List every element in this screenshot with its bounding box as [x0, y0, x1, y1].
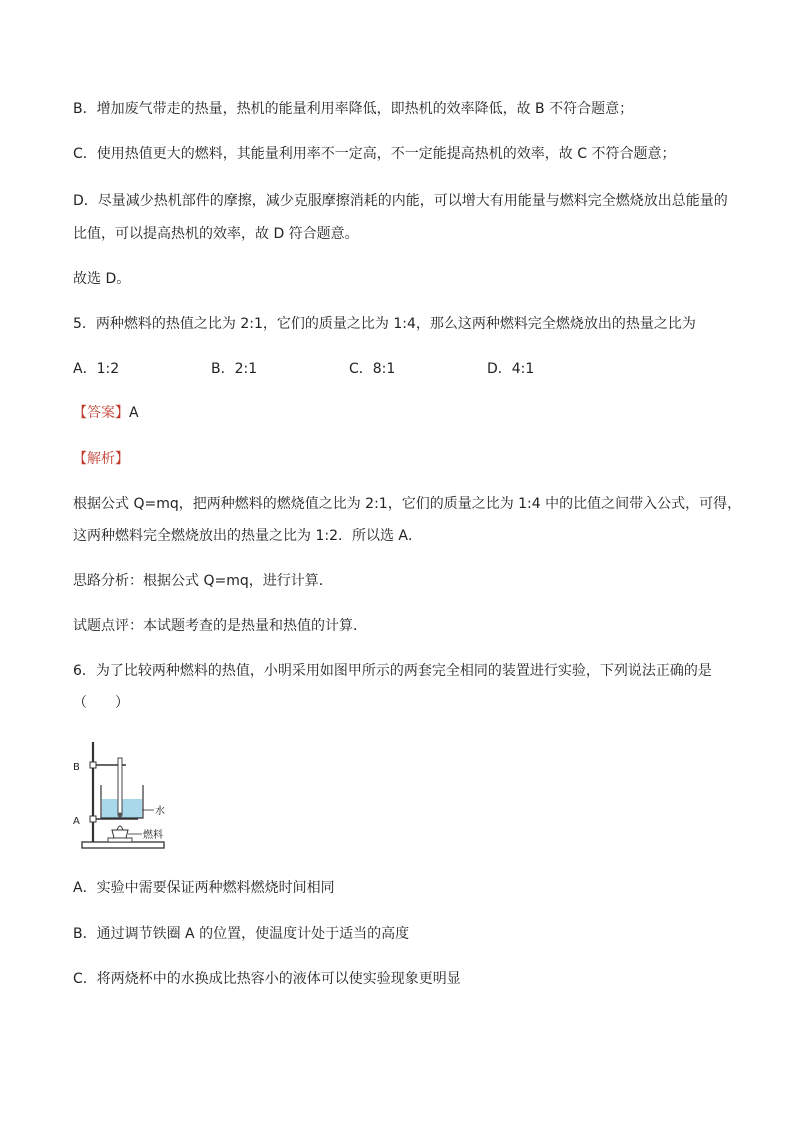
explanation-d-line1: D．尽量减少热机部件的摩擦，减少克服摩擦消耗的内能，可以增大有用能量与燃料完全燃烧放出总能量的	[73, 193, 728, 209]
q5-option-c: C．8:1	[349, 361, 396, 377]
label-fuel: 燃料	[143, 830, 163, 841]
apparatus-figure	[70, 738, 180, 850]
q6-option-c: C．将两烧杯中的水换成比热容小的液体可以使实验现象更明显	[73, 971, 461, 987]
q5-option-a: A．1:2	[73, 361, 120, 377]
q5-stem: 5．两种燃料的热值之比为 2:1，它们的质量之比为 1:4，那么这两种燃料完全燃烧放出的热量之比为	[73, 316, 696, 332]
thinking-analysis: 思路分析：根据公式 Q=mq，进行计算．	[73, 573, 333, 589]
question-comment: 试题点评：本试题考查的是热量和热值的计算．	[73, 618, 367, 634]
q5-option-d: D．4:1	[487, 361, 535, 377]
label-b: B	[73, 762, 80, 773]
label-water: 水	[155, 806, 165, 817]
fuel-burner	[112, 830, 128, 838]
stand-base	[82, 842, 164, 848]
explanation-conclusion: 故选 D。	[73, 271, 131, 287]
answer-value: A	[129, 405, 139, 421]
analysis-line2: 这两种燃料完全燃烧放出的热量之比为 1:2．所以选 A．	[73, 528, 423, 544]
explanation-d-line2: 比值，可以提高热机的效率，故 D 符合题意。	[73, 226, 359, 242]
answer-tag: 【答案】	[73, 405, 129, 421]
label-a: A	[73, 816, 80, 827]
q5-option-b: B．2:1	[211, 361, 258, 377]
q6-stem-line1: 6．为了比较两种燃料的热值，小明采用如图甲所示的两套完全相同的装置进行实验，下列说法正确的是	[73, 663, 712, 679]
q6-stem-line2: （ ）	[73, 695, 129, 711]
thermometer	[118, 758, 122, 814]
analysis-line1: 根据公式 Q=mq，把两种燃料的燃烧值之比为 2:1，它们的质量之比为 1:4 中的比值之间带入公式，可得，	[73, 496, 742, 512]
explanation-b: B．增加废气带走的热量，热机的能量利用率降低，即热机的效率降低，故 B 不符合题意；	[73, 101, 634, 117]
q6-option-a: A．实验中需要保证两种燃料燃烧时间相同	[73, 880, 335, 896]
q6-option-b: B．通过调节铁圈 A 的位置，使温度计处于适当的高度	[73, 926, 410, 942]
analysis-tag: 【解析】	[73, 451, 129, 467]
q5-answer	[73, 404, 139, 422]
explanation-c: C．使用热值更大的燃料，其能量利用率不一定高，不一定能提高热机的效率，故 C 不符合题意；	[73, 146, 676, 162]
